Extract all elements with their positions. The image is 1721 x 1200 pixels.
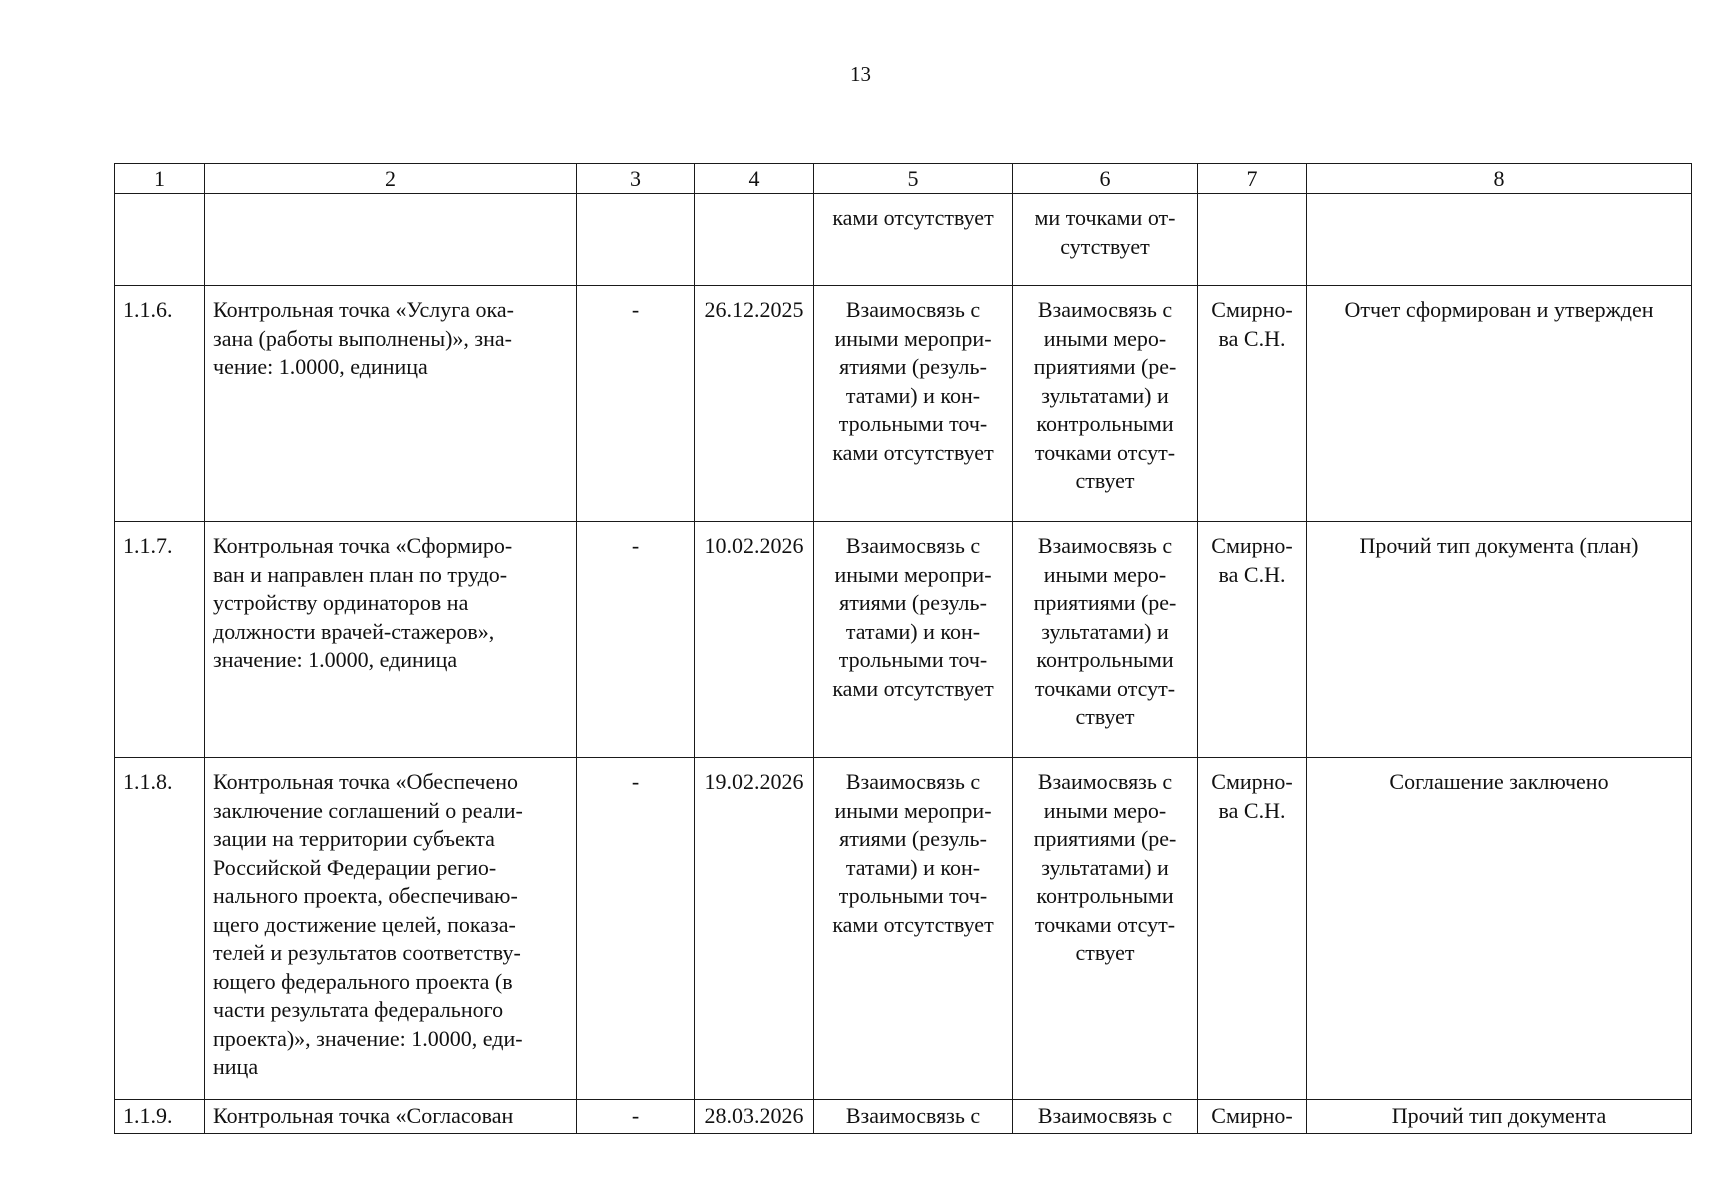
cell-text: Взаимосвязь с иными меропри- ятиями (резуль- татами) и кон- трольными точ- ками отсутствует <box>832 769 994 937</box>
cell-text: Контрольная точка «Согласован <box>213 1103 514 1128</box>
cell-text: Контрольная точка «Сформиро- ван и направлен план по трудо- устройству ординаторов на должности врачей-стажеров», значение: 1.0000, единица <box>213 533 513 672</box>
cell-text: ми точками от- сутствует <box>1034 205 1176 259</box>
header-cell: 2 <box>205 164 577 194</box>
control-points-table <box>114 163 1692 1134</box>
row-name <box>205 286 577 522</box>
row-document: Прочий тип документа <box>1307 1100 1692 1134</box>
cell-text: Взаимосвязь с иными меро- приятиями (ре- зультатами) и контрольными точками отсут- ствует <box>1033 769 1177 965</box>
cell-text: Взаимосвязь с <box>1037 1103 1173 1128</box>
row-date: 19.02.2026 <box>695 758 814 1100</box>
cell-text: Взаимосвязь с <box>845 1103 981 1128</box>
header-cell: 6 <box>1013 164 1198 194</box>
row-interrelation-5 <box>814 1100 1013 1134</box>
cell-text: Взаимосвязь с иными меро- приятиями (ре- зультатами) и контрольными точками отсут- ствует <box>1033 533 1177 729</box>
row-document: Отчет сформирован и утвержден <box>1307 286 1692 522</box>
row-interrelation-5 <box>814 286 1013 522</box>
row-date: 28.03.2026 <box>695 1100 814 1134</box>
cell-text: Контрольная точка «Обеспечено заключение соглашений о реали- зации на территории субъекта Российской Федерации регио- нального проекта, обеспечиваю- щего достижение целей, показа- телей и результатов соответству- ющего федерального проекта (в части результата федерального проекта)», значение: 1.0000, еди- ница <box>213 769 523 1079</box>
cell-text: Взаимосвязь с иными меропри- ятиями (резуль- татами) и кон- трольными точ- ками отсутствует <box>832 533 994 701</box>
header-cell: 4 <box>695 164 814 194</box>
row-responsible <box>1198 758 1307 1100</box>
row-interrelation-5 <box>814 522 1013 758</box>
table-row <box>115 522 1692 758</box>
row-interrelation-6 <box>1013 1100 1198 1134</box>
row-number: 1.1.7. <box>115 522 205 758</box>
row-col3: - <box>577 286 695 522</box>
header-cell: 1 <box>115 164 205 194</box>
row-col3: - <box>577 1100 695 1134</box>
table-row <box>115 286 1692 522</box>
row-name <box>205 1100 577 1134</box>
interrelation-cell <box>1013 194 1198 286</box>
row-interrelation-6 <box>1013 286 1198 522</box>
table-cell <box>1198 194 1307 286</box>
row-date: 10.02.2026 <box>695 522 814 758</box>
header-cell: 8 <box>1307 164 1692 194</box>
row-name <box>205 522 577 758</box>
cell-text: ками отсутствует <box>832 205 994 230</box>
row-responsible <box>1198 1100 1307 1134</box>
row-number: 1.1.8. <box>115 758 205 1100</box>
row-responsible <box>1198 522 1307 758</box>
table-row <box>115 758 1692 1100</box>
table-cell <box>577 194 695 286</box>
cell-text: Взаимосвязь с иными меро- приятиями (ре- зультатами) и контрольными точками отсут- ствует <box>1033 297 1177 493</box>
row-name <box>205 758 577 1100</box>
page-number: 13 <box>850 62 871 86</box>
table-row-continuation <box>115 194 1692 286</box>
row-col3: - <box>577 758 695 1100</box>
header-cell: 3 <box>577 164 695 194</box>
table-header-row <box>115 164 1692 194</box>
row-interrelation-5 <box>814 758 1013 1100</box>
row-document: Прочий тип документа (план) <box>1307 522 1692 758</box>
cell-text: Смирно- ва С.Н. <box>1211 769 1293 823</box>
table-row <box>115 1100 1692 1134</box>
row-document: Соглашение заключено <box>1307 758 1692 1100</box>
table-cell <box>1307 194 1692 286</box>
header-cell: 7 <box>1198 164 1307 194</box>
table-cell <box>695 194 814 286</box>
cell-text: Смирно- ва С.Н. <box>1211 297 1293 351</box>
row-col3: - <box>577 522 695 758</box>
cell-text: Контрольная точка «Услуга ока- зана (работы выполнены)», зна- чение: 1.0000, единица <box>213 297 514 379</box>
row-interrelation-6 <box>1013 758 1198 1100</box>
table-cell <box>205 194 577 286</box>
table-cell <box>115 194 205 286</box>
header-cell: 5 <box>814 164 1013 194</box>
cell-text: Смирно- <box>1211 1103 1293 1128</box>
row-responsible <box>1198 286 1307 522</box>
row-date: 26.12.2025 <box>695 286 814 522</box>
cell-text: Смирно- ва С.Н. <box>1211 533 1293 587</box>
row-interrelation-6 <box>1013 522 1198 758</box>
interrelation-cell <box>814 194 1013 286</box>
cell-text: Взаимосвязь с иными меропри- ятиями (резуль- татами) и кон- трольными точ- ками отсутствует <box>832 297 994 465</box>
row-number: 1.1.6. <box>115 286 205 522</box>
row-number: 1.1.9. <box>115 1100 205 1134</box>
